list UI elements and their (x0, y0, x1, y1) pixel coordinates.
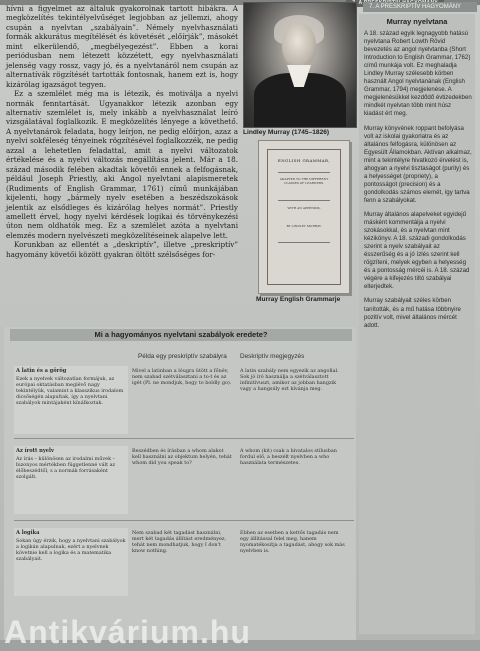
column-header-example: Példa egy preskriptív szabályra (138, 353, 227, 360)
table-row-comment: A whom (kit) csak a hivatalos stílusban fordul elő, a beszélt nyelvben a who használata természetes. (240, 448, 337, 467)
main-paragraph: Korunkban az ellentét a „deskriptív”, illetve „preskriptív” hagyomány követői között gyakran öltött szélsőséges for- (6, 240, 238, 259)
table-row-origin (14, 366, 128, 434)
table-row-comment: Ebben az esetben a kettős tagadás nem egy állítással felel meg, hanem nyomatékosítja a tagadást, ahogy sok más nyelvben is. (240, 530, 345, 555)
row-origin-text: Az írás – különösen az irodalmi művek – bizonyos mértékben függetlenné vált az élőbeszédtől, s a normák forrásaként szolgált. (16, 456, 116, 481)
main-text-column (6, 4, 238, 259)
book-cover-image (258, 140, 350, 294)
row-heading: A latin és a görög (16, 368, 67, 374)
row-heading: Az írott nyelv (16, 448, 54, 454)
table-row-example: Beszédben és írásban a whom alakot kell használni az objektum helyén, tehát whom did you speak to? (132, 448, 232, 467)
row-heading: A logika (16, 530, 40, 536)
portrait-caption: Lindley Murray (1745–1826) (243, 129, 330, 136)
book-cover-appendix: WITH AN APPENDIX, (287, 206, 321, 210)
sidebar-header-strip: 7. A PRESKRIPTÍV HAGYOMÁNY (363, 2, 477, 12)
sidebar-paragraph: Murray szabályait széles körben tanították, és a mű hatása többnyire pozitív volt, mivel általános mércét adott. (364, 297, 461, 329)
table-row-origin (14, 446, 128, 514)
book-caption: Murray English Grammarje (256, 296, 341, 303)
row-divider (14, 520, 354, 521)
table-row-origin (14, 528, 128, 596)
main-paragraph: hívni a figyelmet az általuk gyakorolnak tartott hibákra. A megközelítés tekintélyelvűséget legjobban az jellemzi, ahogy csupán a nyelvtan „szabályain”. Némely nyelvhasználati formák akkurátus megítélését és követését „előírják”, másokét mint elkerülendő, „megbélyegezést”. Ebben a korai periódusban nem létezett közzétett, egy nyelvhasználati jelenség vagy rossz, vagy jó, és a nyelvtanáról nem csupán az alternatívák rögzítését tartották fontosnak, hanem ezt is, hogy kizárólag igazságot tegyen. (6, 4, 238, 89)
table-row-example: Nem szabad két tagadást használni, mert két tagadás állítást eredményez, tehát nem mondhatjuk, hogy I don't know nothing. (132, 530, 227, 555)
book-cover-rule (278, 172, 330, 173)
sidebar-paragraph: Murray általános alapelveket egyidejű másként kommentálja a nyelvi szokásokkal, és a nyelvtan mint kézikönyv. A 18. századi gondolkodás szerint a nyelv szabályait az ésszerűség és a jó ízlés szerint kell rögzíteni, melyek egyben a helyesség és a pontosság mércéi is. A 18. század végére a kifejezés tiltó szabályai elterjedtek. (364, 210, 470, 291)
row-divider (14, 438, 354, 439)
book-cover-rule (278, 200, 330, 201)
sidebar-title: Murray nyelvtana (386, 17, 448, 26)
column-header-comment: Deskriptív megjegyzés (240, 353, 305, 360)
portrait-image (243, 2, 357, 128)
main-paragraph: Ez a szemlélet még ma is létezik, és motiválja a nyelvi normák fenntartását. Ugyanakkor létezik azonban egy alternatív szemlélet is, mely inkább a nyelvhasználat leíró vizsgálatával foglalkozik. E megközelítés lényege a követhető. A nyelvtanárok feladata, hogy leírjon, ne pedig előírjon, azaz a nyelvi sokféleség tényeinek rögzítésével foglalkozzék, ne pedig azzal a lehetetlen feladattal, amit a nyelvi változatok értékelése és a nyelvi változás megállítása jelent. Már a 18. század második felében akadtak követői ennek a felfogásnak, például Joseph Priestly, aki Angol nyelvtani alapismeretek (Rudiments of English Grammar, 1761) című munkájában kijelenti, hogy „bármely nyelv esetében a beszédszokások jelentik az elsődleges és kizárólag helyes normát”. Priestly amellett érvel, hogy nyelvi kérdések logikai és törvénykezési úton nem oldhatók meg. Ez a szemlélet azóta a nyelvtani elemzés modern nyelvészeti megközelítéseinek alapelve lett. (6, 89, 238, 240)
table-row-example: Mivel a latinban a lóugra ütött a főnév, nem szabad szétválasztani a to-t és az igét (Pl. ne mondjuk, hogy to boldly go). (132, 368, 232, 387)
portrait-face (282, 23, 316, 67)
running-head: A (346, 0, 444, 7)
watermark-logo: Antikvárium.hu (4, 614, 251, 650)
book-cover-frame (267, 149, 341, 285)
book-cover-rule (278, 242, 330, 243)
book-cover-title: ENGLISH GRAMMAR, (277, 158, 331, 163)
sidebar-paragraph: Murray könyvének roppant befolyása volt az iskolai gyakorlatra és az általános felfogásra, különösen az Egyesült Államokban. Aktívan alkalmaz, mint a tekintélyre hivatkozó érvelést is, ahogyan a nyelvi tisztaságot (purity) és a helyességet (propriety), a pontosságot (precision) és a gondolkodás számos elemét, így tartva fenn a szabályokat. (364, 124, 472, 204)
sidebar-text (364, 30, 472, 336)
row-origin-text: Ezek a nyelvek változatlan formájuk, az európai oktatásban meglévő nagy tekintélyük, valamint a klasszikus irodalom dicsőségén alapultak, így a nyelvtani szabályok mintájaként kínálkoztak. (16, 376, 124, 407)
book-cover-subtitle: ADAPTED TO THE DIFFERENT CLASSES OF LEARNERS. (279, 177, 329, 186)
row-origin-text: Sokan úgy érzik, hogy a nyelvtani szabályok a logikán alapulnak, ezért a nyelvnek követnie kell a logika és a matematika szabályait. (16, 538, 126, 563)
box-title: Mi a hagyományos nyelvtani szabályok eredete? (10, 329, 352, 341)
sidebar-paragraph: A 18. század egyik legnagyobb hatású nyelvtana Robert Lowth Rövid bevezetés az angol nyelvtanba (Short Introduction to English Grammar, 1762) című munkája volt. Ez meghaladja Lindley Murray szélesebb körben használt Angol nyelvtanának (English Grammar, 1794) megjelenése. A megjelenésükkel kezdődő évtizedekben mindkét nyelvtan több mint húsz kiadást ért meg. (364, 30, 472, 118)
table-row-comment: A latin szabály nem egyezik az angollal. Sok jó író használja a szétválasztott infinitívuszt, amikor az jobban hangzik vagy a hangsúly ezt kívánja meg. (240, 368, 339, 393)
book-cover-author: BY LINDLEY MURRAY. (286, 224, 322, 228)
